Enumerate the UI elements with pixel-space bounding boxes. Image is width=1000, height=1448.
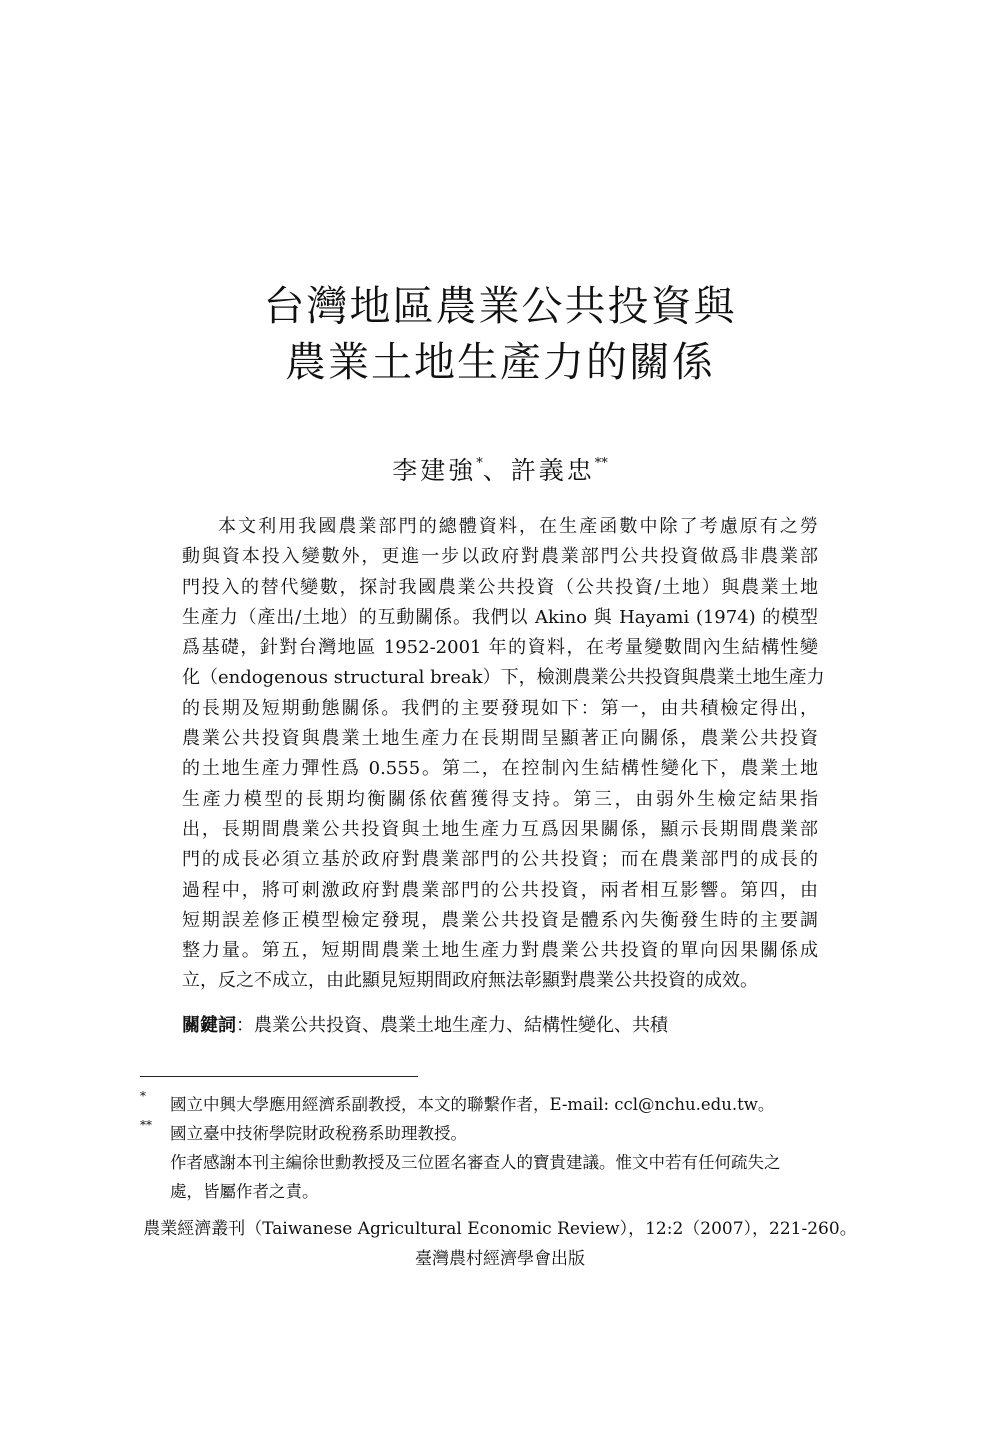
author-1-footnote-mark: * xyxy=(476,456,483,471)
paper-title xyxy=(0,278,1000,390)
abstract-line: 短期誤差修正模型檢定發現，農業公共投資是體系內失衡發生時的主要調 xyxy=(182,909,818,931)
abstract xyxy=(182,512,825,997)
abstract-line: 出，長期間農業公共投資與土地生產力互爲因果關係，顯示長期間農業部 xyxy=(182,818,818,840)
keywords-label: 關鍵詞 xyxy=(182,1015,236,1036)
keywords-colon: ： xyxy=(236,1015,254,1036)
journal-publisher: 臺灣農村經濟學會出版 xyxy=(415,1249,585,1269)
footnote-1 xyxy=(140,1090,865,1119)
abstract-line: 本文利用我國農業部門的總體資料，在生產函數中除了考慮原有之勞 xyxy=(218,516,818,537)
author-2-name: 許義忠 xyxy=(510,456,595,485)
keywords-list: 農業公共投資、農業土地生產力、結構性變化、共積 xyxy=(254,1015,668,1036)
acknowledgement-line-1: 作者感謝本刊主編徐世勳教授及三位匿名審查人的寶貴建議。惟文中若有任何疏失之 xyxy=(170,1153,781,1172)
author-line xyxy=(0,448,1000,487)
footnote-2 xyxy=(140,1119,865,1148)
keywords xyxy=(182,1011,818,1041)
footnotes xyxy=(140,1090,865,1206)
abstract-line: 爲基礎，針對台灣地區 1952-2001 年的資料，在考量變數間內生結構性變 xyxy=(182,637,818,659)
abstract-line: 門的成長必須立基於政府對農業部門的公共投資；而在農業部門的成長的 xyxy=(182,849,818,871)
abstract-line: 生產力模型的長期均衡關係依舊獲得支持。第三，由弱外生檢定結果指 xyxy=(182,788,818,810)
acknowledgement xyxy=(140,1148,865,1206)
author-1-name: 李建強 xyxy=(392,456,477,485)
title-line-2: 農業土地生產力的關係 xyxy=(285,338,715,386)
abstract-line: 生產力（產出/土地）的互動關係。我們以 Akino 與 Hayami (1974) 的模型 xyxy=(182,606,818,628)
abstract-line: 門投入的替代變數，探討我國農業公共投資（公共投資/土地）與農業土地 xyxy=(182,576,818,598)
footnote-2-text: 國立臺中技術學院財政稅務系助理教授。 xyxy=(170,1124,467,1143)
abstract-line: 過程中，將可刺激政府對農業部門的公共投資，兩者相互影響。第四，由 xyxy=(182,879,818,901)
abstract-line: 的土地生產力彈性爲 0.555。第二，在控制內生結構性變化下，農業土地 xyxy=(182,758,818,780)
abstract-line: 農業公共投資與農業土地生產力在長期間呈顯著正向關係，農業公共投資 xyxy=(182,728,818,750)
journal-info xyxy=(0,1214,1000,1274)
abstract-line: 的長期及短期動態關係。我們的主要發現如下：第一，由共積檢定得出， xyxy=(182,697,818,719)
abstract-line: 整力量。第五，短期間農業土地生產力對農業公共投資的單向因果關係成 xyxy=(182,940,818,962)
footnote-2-mark: ** xyxy=(140,1118,152,1132)
author-2-footnote-mark: ** xyxy=(594,456,608,471)
acknowledgement-line-2: 處，皆屬作者之責。 xyxy=(170,1182,319,1201)
title-line-1: 台灣地區農業公共投資與 xyxy=(263,282,737,330)
author-separator: 、 xyxy=(482,456,511,485)
footnote-divider xyxy=(140,1076,418,1077)
footnote-1-mark: * xyxy=(140,1089,146,1103)
journal-citation: 農業經濟叢刊（Taiwanese Agricultural Economic Review），12:2（2007），221-260。 xyxy=(143,1219,857,1239)
abstract-line: 立，反之不成立，由此顯見短期間政府無法彰顯對農業公共投資的成效。 xyxy=(182,970,758,992)
abstract-line: 動與資本投入變數外，更進一步以政府對農業部門公共投資做爲非農業部 xyxy=(182,546,818,568)
abstract-line: 化（endogenous structural break）下，檢測農業公共投資與農業土地生產力 xyxy=(182,667,825,689)
footnote-1-text: 國立中興大學應用經濟系副教授，本文的聯繫作者，E-mail: ccl@nchu.edu.tw。 xyxy=(170,1095,775,1114)
